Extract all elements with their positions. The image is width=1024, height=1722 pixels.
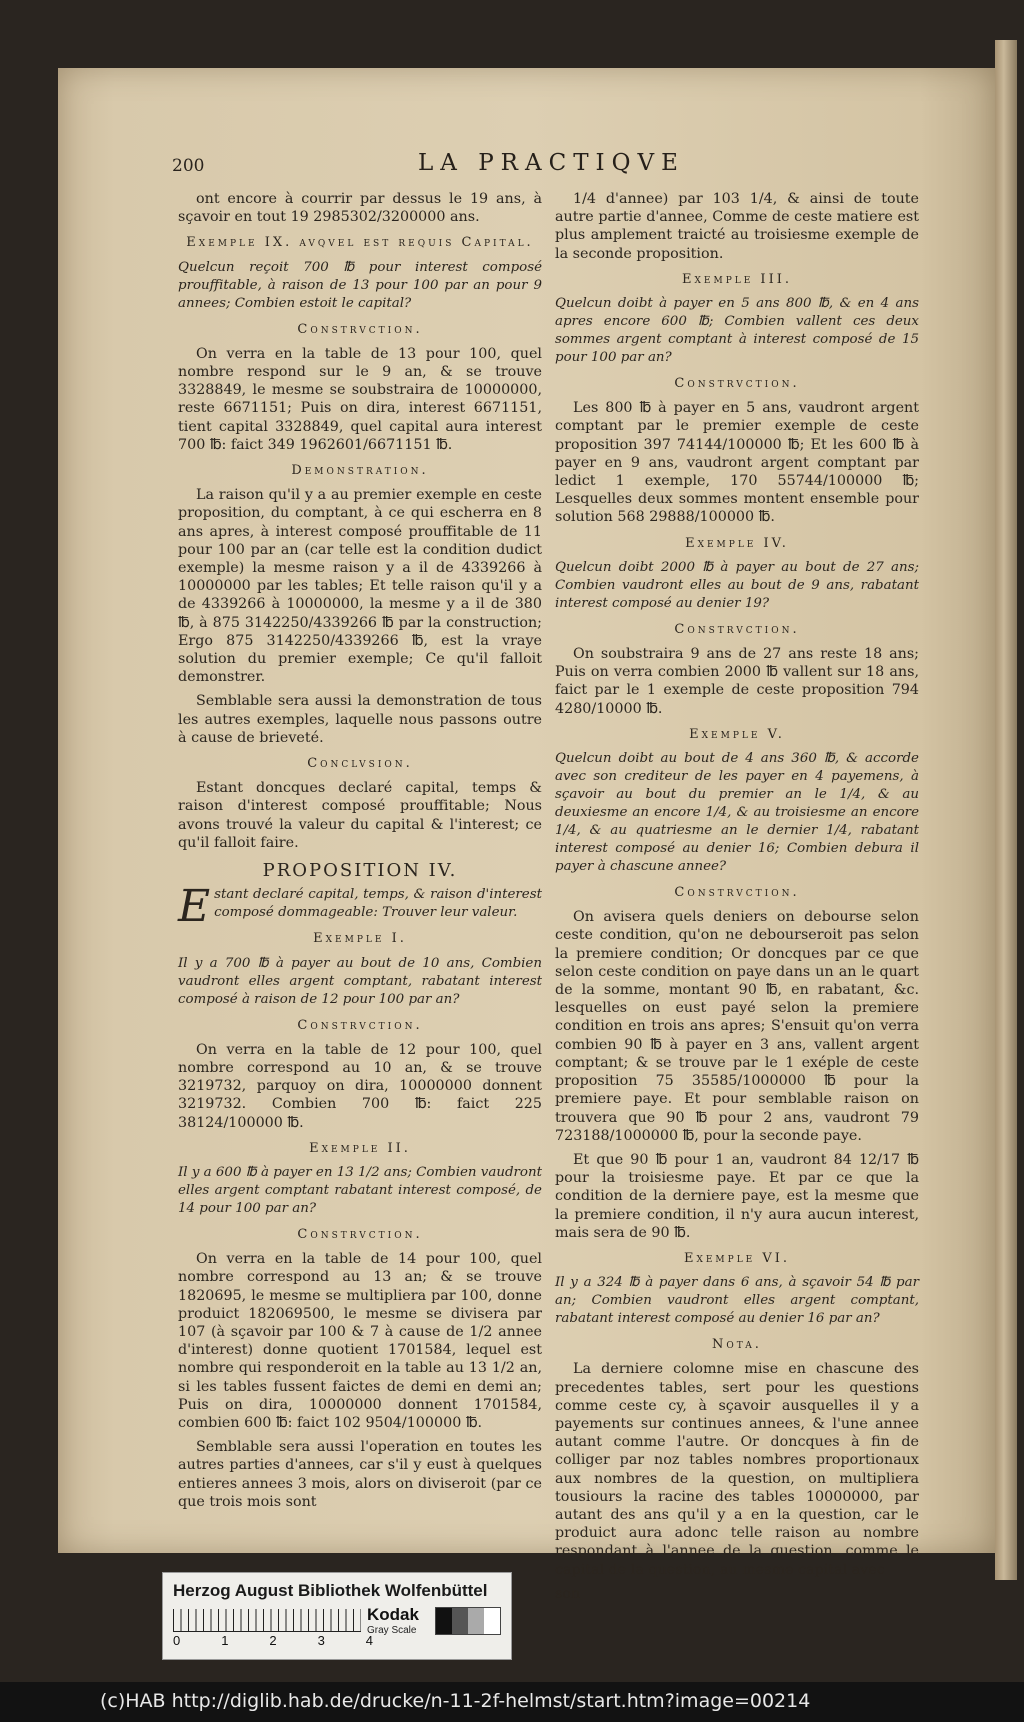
section-heading: Exemple IX. avqvel est requis Capital.	[186, 235, 534, 251]
gray-scale-patches	[435, 1607, 501, 1635]
paragraph: Semblable sera aussi l'operation en toutes les autres parties d'annees, car s'il y eust à quelques entieres annees 3 mois, alors on diviseroit (par ce que trois mois sont	[178, 1439, 542, 1510]
section-heading: Constrvction.	[297, 1226, 423, 1242]
page-edge	[995, 40, 1017, 1580]
ruler-numbers	[173, 1633, 373, 1648]
section-heading: Exemple V.	[689, 726, 785, 742]
paragraph: On verra en la table de 14 pour 100, quel nombre correspond au 13 an; & se trouve 1820695, le mesme se multipliera par 100, donne produict 182069500, le mesme se divisera par 107 (à sçavoir par 100 & 7 à cause de 1/2 annee d'interest) donne quotient 1701584, lequel est nombre qui responderoit en la table au 13 1/2 an, si les tables fussent faictes de demi en demi an; Puis on dira, 10000000 donnent 1701584, combien 600 ℔: faict 102 9504/100000 ℔.	[178, 1251, 542, 1431]
paragraph: On verra en la table de 12 pour 100, quel nombre correspond au 10 an, & se trouve 3219732, parquoy on dira, 10000000 donnent 3219732. Combien 700 ℔: faict 225 38124/100000 ℔.	[178, 1041, 542, 1131]
paragraph: Les 800 ℔ à payer en 5 ans, vaudront argent comptant par le premier exemple de ceste proposition 397 74144/100000 ℔; Et les 600 ℔ à payer en 9 ans, vaudront argent comptant par ledict 1 exemple, 170 55744/100000 ℔; Lesquelles deux sommes montent ensemble pour solution 568 29888/100000 ℔.	[555, 400, 919, 526]
paragraph: La raison qu'il y a au premier exemple en ceste proposition, du comptant, à ce qui escherra en 8 ans apres, à interest composé prouffitable de 11 pour 100 par an (car telle est la condition dudict exemple) la mesme raison y a il de 4339266 à 10000000 par les tables; Et telle raison qu'il y a de 4339266 à 10000000, la mesme y a il de 380 ℔, à 875 3142250/4339266 ℔ par la construction; Ergo 875 3142250/4339266 ℔, est la vraye solution du premier exemple; Ce qu'il falloit demonstrer.	[178, 487, 542, 686]
drop-cap: E	[178, 881, 211, 933]
ruler-number: 0	[173, 1633, 181, 1648]
section-heading: Constrvction.	[297, 321, 423, 337]
section-heading: Nota.	[712, 1337, 762, 1353]
section-heading: Exemple I.	[313, 931, 407, 947]
section-heading: Constrvction.	[674, 885, 800, 901]
page-number: 200	[172, 156, 205, 176]
section-heading: Constrvction.	[674, 376, 800, 392]
paragraph: La derniere colomne mise en chascune des precedentes tables, sert pour les questions comme ceste cy, à sçavoir ausquelles il y a payements sur continues annees, & l'une annee autant comme l'autre. Or doncques à fin de colliger par noz tables nombres proportionaux aux nombres de la question, on multipliera tousiours la racine des tables 10000000, par autant des ans qu'il y a en la question, car le produict aura adonc telle raison au nombre respondant à l'annee de la question, comme le capital de la question, au mesme capital avec	[555, 1361, 919, 1578]
proposition-statement: Estant declaré capital, temps, & raison d'interest composé dommageable: Trouver leur valeur.	[178, 881, 542, 933]
section-heading: Exemple VI.	[683, 1250, 791, 1266]
section-heading: Exemple III.	[682, 271, 792, 287]
ruler-number: 4	[365, 1633, 373, 1648]
footer-bar	[0, 1682, 1024, 1722]
ruler-scale	[173, 1609, 361, 1632]
paragraph: On soubstraira 9 ans de 27 ans reste 18 ans; Puis on verra combien 2000 ℔ vallent sur 18 ans, faict par le 1 exemple de ceste proposition 794 4280/10000 ℔.	[555, 646, 919, 717]
paragraph: 1/4 d'annee) par 103 1/4, & ainsi de toute autre partie d'annee, Comme de ceste matiere est plus amplement traicté au troisiesme exemple de la seconde proposition.	[555, 191, 919, 262]
example-statement: Il y a 324 ℔ à payer dans 6 ans, à sçavoir 54 ℔ par an; Combien vaudront elles argent comptant, rabatant interest composé au denier 16 par an?	[555, 1275, 919, 1327]
ruler-number: 1	[221, 1633, 229, 1648]
color-target-card	[162, 1572, 512, 1660]
paragraph: Semblable sera aussi la demonstration de tous les autres exemples, laquelle nous passons outre à cause de brieveté.	[178, 693, 542, 746]
ruler-number: 3	[317, 1633, 325, 1648]
running-head	[60, 150, 994, 182]
paragraph: On avisera quels deniers on debourse selon ceste condition, qu'on ne debourseroit pas selon la premiere condition; Or doncques par ce que selon ceste condition on paye dans un an le quart de la somme, montant 90 ℔, en rabatant, &c. lesquelles on eust payé selon la premiere condition en trois ans apres; S'ensuit qu'on verra combien 90 ℔ à payer en 3 ans, vallent argent comptant; & se trouve par le 1 exéple de ceste proposition 75 35585/1000000 ℔ pour la premiere paye. Et pour semblable raison on trouvera que 90 ℔ pour 2 ans, vaudront 79 723188/1000000 ℔, pour la seconde paye.	[555, 909, 919, 1144]
example-statement: Il y a 700 ℔ à payer au bout de 10 ans, Combien vaudront elles argent comptant, rabatant interest composé à raison de 12 pour 100 par an?	[178, 955, 542, 1007]
right-column	[555, 190, 919, 1609]
example-statement: Quelcun reçoit 700 ℔ pour interest composé prouffitable, à raison de 13 pour 100 par an pour 9 annees; Combien estoit le capital?	[178, 259, 542, 311]
library-name: Herzog August Bibliothek Wolfenbüttel	[173, 1581, 488, 1600]
section-heading: Conclvsion.	[307, 756, 413, 772]
paragraph: Et que 90 ℔ pour 1 an, vaudront 84 12/17 ℔ pour la troisiesme paye. Et par ce que la condition de la derniere paye, est la mesme que la premiere condition, il n'y aura aucun interest, mais sera de 90 ℔.	[555, 1151, 919, 1241]
kodak-brand: Kodak	[367, 1605, 419, 1624]
ruler-number: 2	[269, 1633, 277, 1648]
section-heading: Constrvction.	[674, 621, 800, 637]
running-title: LA PRACTIQVE	[418, 150, 685, 176]
example-statement: Quelcun doibt 2000 ℔ à payer au bout de 27 ans; Combien vaudront elles au bout de 9 ans, rabatant interest composé au denier 19?	[555, 559, 919, 611]
example-statement: Quelcun doibt à payer en 5 ans 800 ℔, & en 4 ans apres encore 600 ℔; Combien vallent ces deux sommes argent comptant à interest composé de 15 pour 100 par an?	[555, 296, 919, 366]
section-heading: Constrvction.	[297, 1017, 423, 1033]
example-statement: Il y a 600 ℔ à payer en 13 1/2 ans; Combien vaudront elles argent comptant rabatant interest composé, de 14 pour 100 par an?	[178, 1164, 542, 1216]
left-column	[178, 190, 542, 1517]
catchword: son	[555, 1585, 581, 1602]
example-statement: Quelcun doibt au bout de 4 ans 360 ℔, & accorde avec son crediteur de les payer en 4 payemens, à sçavoir au bout du premier an le 1/4, & au deuxiesme an encore 1/4, & au troisiesme an encore 1/4, & au quatriesme an le dernier 1/4, rabatant interest composé au denier 16; Combien debura il payer à chascune annee?	[555, 751, 919, 875]
kodak-subtitle: Gray Scale	[367, 1625, 417, 1636]
paragraph: ont encore à courrir par dessus le 19 ans, à sçavoir en tout 19 2985302/3200000 ans.	[178, 191, 542, 226]
kodak-label	[367, 1605, 419, 1636]
proposition-heading: PROPOSITION IV.	[262, 860, 458, 882]
footer-credit: (c)HAB http://diglib.hab.de/drucke/n-11-2f-helmst/start.htm?image=00214	[100, 1690, 811, 1712]
paragraph: Estant doncques declaré capital, temps & raison d'interest composé prouffitable; Nous avons trouvé la valeur du capital & l'interest; ce qu'il falloit faire.	[178, 780, 542, 851]
section-heading: Exemple II.	[309, 1140, 411, 1156]
section-heading: Exemple IV.	[685, 535, 789, 551]
paragraph: On verra en la table de 13 pour 100, quel nombre respond sur le 9 an, & se trouve 3328849, le mesme se soubstraira de 10000000, reste 6671151; Puis on dira, interest 6671151, tient capital 3328849, quel capital aura interest 700 ℔: faict 349 1962601/6671151 ℔.	[178, 345, 542, 453]
section-heading: Demonstration.	[291, 463, 429, 479]
